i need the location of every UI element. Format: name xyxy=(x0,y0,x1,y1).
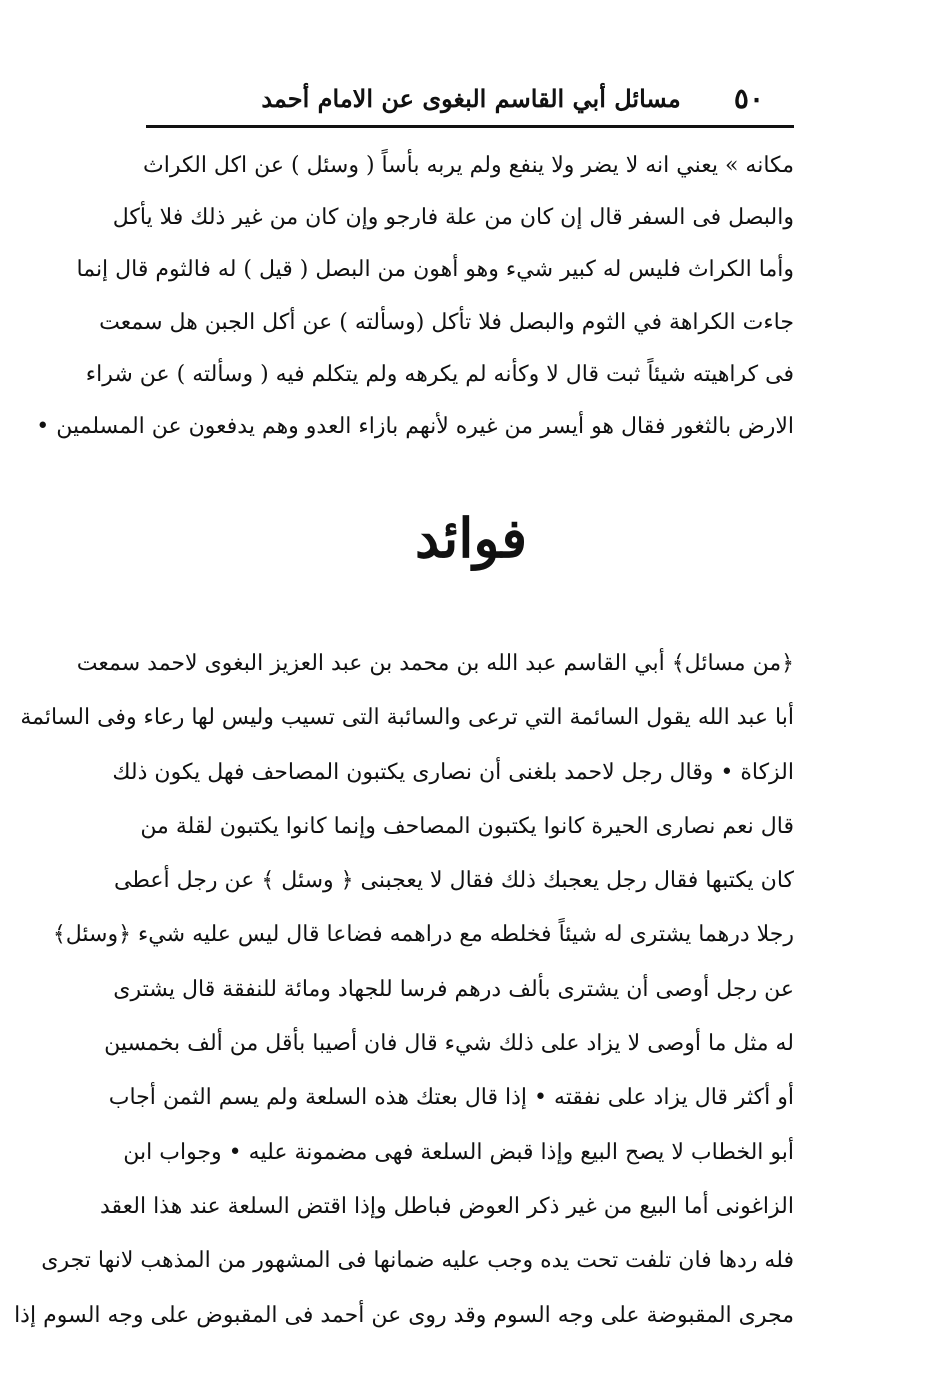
section-title: فوائد xyxy=(414,506,528,570)
text-line: مكانه » يعني انه لا يضر ولا ينفع ولم يربه بأساً ( وسئل ) عن اكل الكراث xyxy=(143,153,794,178)
paragraph-1 xyxy=(36,140,794,453)
text-line: والبصل فى السفر قال إن كان من علة فارجو وإن كان من غير ذلك فلا يأكل xyxy=(112,205,794,231)
text-line: مجرى المقبوضة على وجه السوم وقد روى عن أحمد فى المقبوض على وجه السوم إذا xyxy=(14,1302,794,1328)
text-line: جاءت الكراهة في الثوم والبصل فلا تأكل (وسألته ) عن أكل الجبن هل سمعت xyxy=(99,309,794,335)
text-line: فى كراهيته شيئاً ثبت قال لا وكأنه لم يكرهه ولم يتكلم فيه ( وسألته ) عن شراء xyxy=(85,361,794,387)
text-line: أو أكثر قال يزاد على نفقته • إذا قال بعتك هذه السلعة ولم يسم الثمن أجاب xyxy=(108,1085,794,1111)
text-line: أبا عبد الله يقول السائمة التي ترعى والسائبة التى تسيب وليس لها رعاء وفى السائمة xyxy=(20,705,794,731)
text-line: الارض بالثغور فقال هو أيسر من غيره لأنهم بازاء العدو وهم يدفعون عن المسلمين • xyxy=(36,413,794,439)
text-line: فله ردها فان تلفت تحت يده وجب عليه ضمانها فى المشهور من المذهب لانها تجرى xyxy=(41,1248,794,1274)
text-line: الزاغونى أما البيع من غير ذكر العوض فباطل وإذا اقتض السلعة عند هذا العقد xyxy=(99,1193,794,1219)
running-title: مسائل أبي القاسم البغوى عن الامام أحمد xyxy=(261,84,681,113)
text-line: عن رجل أوصى أن يشترى بألف درهم فرسا للجهاد ومائة للنفقة قال يشترى xyxy=(113,976,794,1002)
text-line: رجلا درهما يشترى له شيئاً فخلطه مع دراهمه فضاعا قال ليس عليه شيء ﴿وسئل﴾ xyxy=(52,922,794,948)
text-line: الزكاة • وقال رجل لاحمد بلغنى أن نصارى يكتبون المصاحف فهل يكون ذلك xyxy=(112,759,794,785)
text-line: ﴿من مسائل﴾ أبي القاسم عبد الله بن محمد بن عبد العزيز البغوى لاحمد سمعت xyxy=(76,651,794,676)
page-number: ٥٠ xyxy=(733,82,764,115)
text-line: له مثل ما أوصى لا يزاد على ذلك شيء قال فان أصيبا بأقل من ألف بخمسين xyxy=(104,1031,794,1057)
text-line: أبو الخطاب لا يصح البيع وإذا قبض السلعة فهى مضمونة عليه • وجواب ابن xyxy=(123,1139,794,1165)
paragraph-2 xyxy=(14,637,794,1343)
header-rule xyxy=(146,125,794,128)
text-line: وأما الكراث فليس له كبير شيء وهو أهون من البصل ( قيل ) له فالثوم قال إنما xyxy=(76,257,794,283)
text-line: كان يكتبها فقال رجل يعجبك ذلك فقال لا يعجبنى ﴿ وسئل ﴾ عن رجل أعطى xyxy=(114,868,794,894)
page-header xyxy=(148,78,794,122)
text-line: قال نعم نصارى الحيرة كانوا يكتبون المصاحف وإنما كانوا يكتبون لقلة من xyxy=(140,813,794,839)
